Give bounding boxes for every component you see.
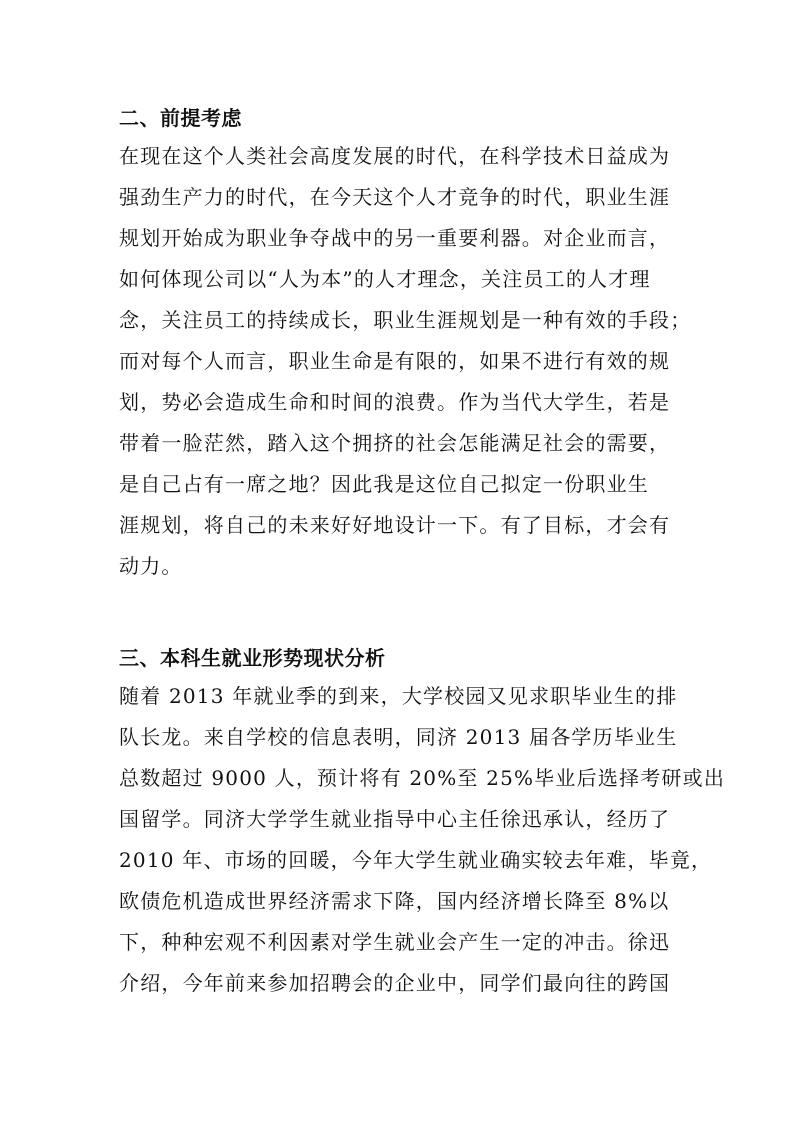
paragraph-line: 国留学。同济大学学生就业指导中心主任徐迅承认，经历了	[119, 807, 671, 831]
paragraph-line: 队长龙。来自学校的信息表明，同济 2013 届各学历毕业生	[119, 725, 678, 749]
section-heading: 二、前提考虑	[119, 106, 242, 130]
paragraph-line: 划，势必会造成生命和时间的浪费。作为当代大学生，若是	[119, 390, 671, 414]
paragraph-line: 如何体现公司以“人为本”的人才理念，关注员工的人才理	[119, 267, 651, 291]
paragraph-line: 而对每个人而言，职业生命是有限的，如果不进行有效的规	[119, 349, 671, 373]
paragraph-line: 在现在这个人类社会高度发展的时代，在科学技术日益成为	[119, 144, 671, 168]
paragraph-line: 介绍，今年前来参加招聘会的企业中，同学们最向往的跨国	[119, 971, 671, 995]
paragraph-line: 涯规划，将自己的未来好好地设计一下。有了目标，才会有	[119, 513, 671, 537]
paragraph-line: 强劲生产力的时代，在今天这个人才竞争的时代，职业生涯	[119, 185, 671, 209]
paragraph-line: 欧债危机造成世界经济需求下降，国内经济增长降至 8%以	[119, 889, 670, 913]
section-employment	[119, 640, 726, 1004]
section-premise	[119, 100, 692, 587]
paragraph-line: 随着 2013 年就业季的到来，大学校园又见求职毕业生的排	[119, 684, 678, 708]
paragraph-line: 2010 年、市场的回暖，今年大学生就业确实较去年难，毕竟，	[119, 848, 713, 872]
paragraph-line: 下，种种宏观不利因素对学生就业会产生一定的冲击。徐迅	[119, 930, 671, 954]
paragraph-line: 是自己占有一席之地？因此我是这位自己拟定一份职业生	[119, 472, 649, 496]
paragraph-line: 动力。	[119, 554, 183, 578]
section-heading: 三、本科生就业形势现状分析	[119, 646, 386, 670]
paragraph-line: 带着一脸茫然，踏入这个拥挤的社会怎能满足社会的需要，	[119, 431, 671, 455]
paragraph-line: 规划开始成为职业争夺战中的另一重要利器。对企业而言，	[119, 226, 671, 250]
paragraph-line: 念，关注员工的持续成长，职业生涯规划是一种有效的手段；	[119, 308, 692, 332]
paragraph-line: 总数超过 9000 人，预计将有 20%至 25%毕业后选择考研或出	[119, 766, 726, 790]
